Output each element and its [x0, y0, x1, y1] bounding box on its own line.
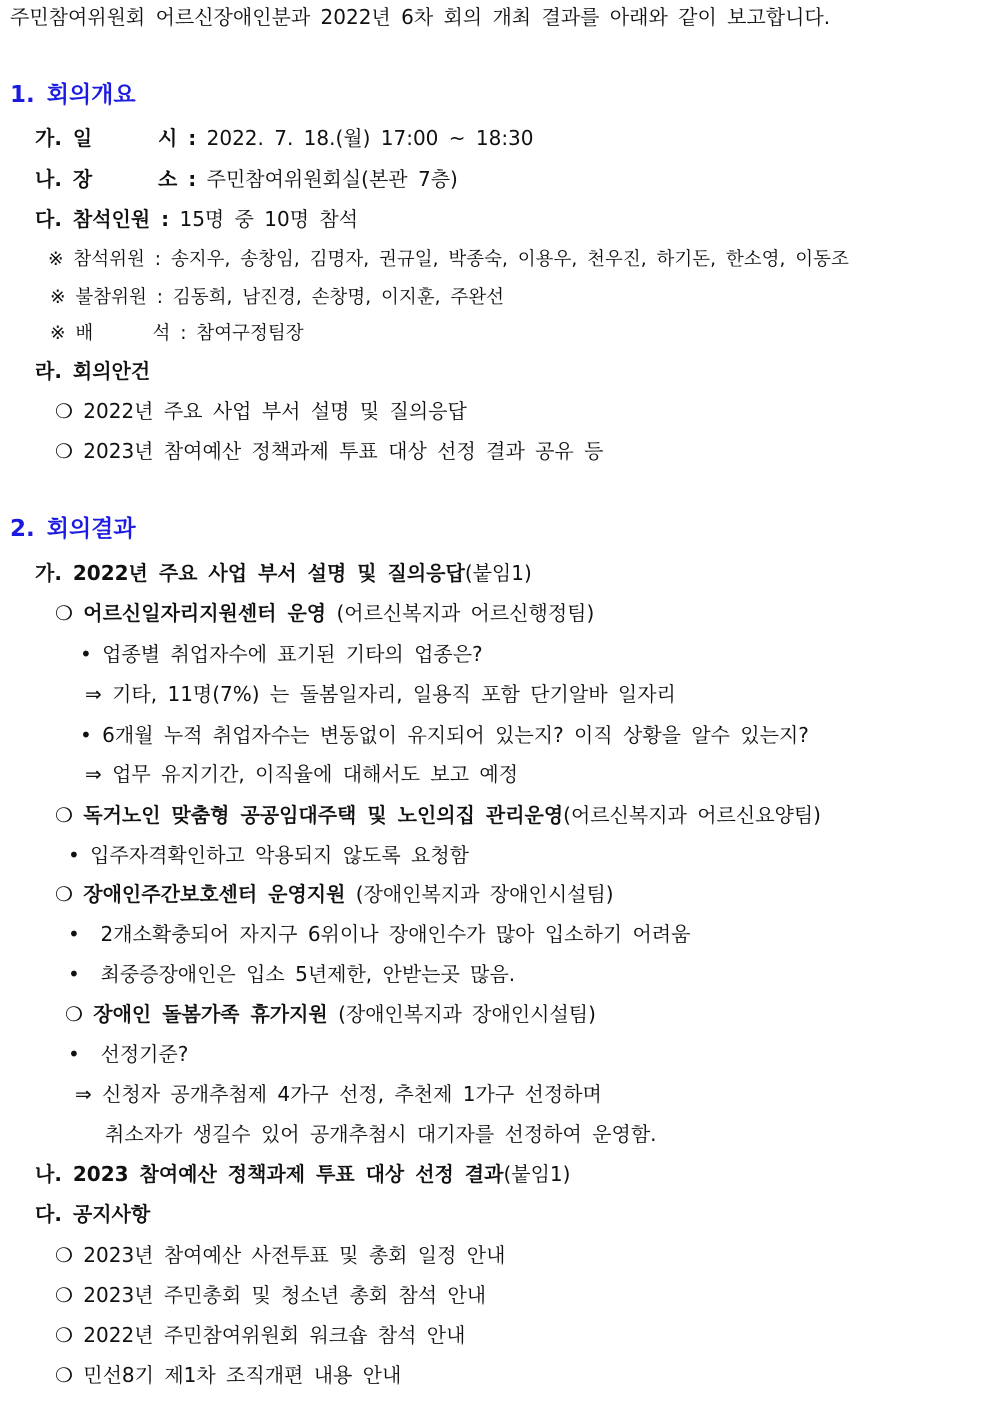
text: 2. 회의결과	[10, 516, 136, 542]
result-subheading	[35, 1161, 570, 1187]
text: ❍ 2022년 주민참여위원회 워크숍 참석 안내	[55, 1323, 466, 1347]
bold-text: 가. 일 시 :	[35, 126, 197, 150]
text: ❍ 2023년 참여예산 정책과제 투표 대상 선정 결과 공유 등	[55, 439, 604, 463]
answer-item	[85, 761, 518, 787]
text: ❍ 2023년 주민총회 및 청소년 총회 참석 안내	[55, 1283, 487, 1307]
section-heading-results	[10, 516, 136, 542]
bold-text: 라. 회의안건	[35, 359, 151, 383]
bold-text: 가. 2022년 주요 사업 부서 설명 및 질의응답	[35, 561, 465, 585]
text: ❍	[65, 1002, 94, 1026]
section-heading-overview	[10, 82, 136, 108]
meeting-location	[35, 166, 458, 192]
comment-item	[68, 961, 515, 987]
text: ❍	[55, 803, 84, 827]
answer-item-continued	[105, 1121, 657, 1147]
question-item	[80, 722, 809, 748]
text: 1. 회의개요	[10, 82, 136, 108]
notice-heading	[35, 1201, 150, 1227]
bold-text: 독거노인 맞춤형 공공임대주택 및 노인의집 관리운영	[83, 803, 564, 827]
text: ※ 불참위원 : 김동희, 남진경, 손창명, 이지훈, 주완선	[50, 287, 504, 308]
notice-item	[55, 1242, 505, 1268]
bold-text: 어르신일자리지원센터 운영	[83, 601, 327, 625]
text: (어르신복지과 어르신행정팀)	[326, 601, 595, 625]
text: ⇒ 기타, 11명(7%) 는 돌봄일자리, 일용직 포함 단기알바 일자리	[85, 682, 676, 706]
text: (장애인복지과 장애인시설팀)	[327, 1002, 596, 1026]
text: ※ 배 석 : 참여구정팀장	[50, 323, 304, 344]
text: (붙임1)	[503, 1162, 571, 1186]
attending-members	[48, 247, 849, 273]
notice-item	[55, 1282, 486, 1308]
agenda-item	[55, 438, 603, 464]
comment-item	[68, 842, 469, 868]
text: ❍	[55, 601, 84, 625]
attendance-count	[35, 206, 358, 232]
text: ⇒ 신청자 공개추첨제 4가구 선정, 추천제 1가구 선정하며	[75, 1082, 602, 1106]
text: ⇒ 업무 유지기간, 이직율에 대해서도 보고 예정	[85, 762, 519, 786]
bold-text: 장애인 돌봄가족 휴가지원	[93, 1002, 328, 1026]
text: • 6개월 누적 취업자수는 변동없이 유지되어 있는지? 이직 상황을 알수 있는지?	[80, 723, 809, 747]
question-item	[68, 1041, 188, 1067]
text: • 최중증장애인은 입소 5년제한, 안받는곳 많음.	[68, 962, 516, 986]
text: • 선정기준?	[68, 1042, 189, 1066]
text: 15명 중 10명 참석	[169, 207, 359, 231]
result-topic	[55, 600, 594, 626]
text: • 업종별 취업자수에 표기된 기타의 업종은?	[80, 642, 483, 666]
text: (붙임1)	[464, 561, 532, 585]
intro-text	[10, 4, 830, 30]
bold-text: 다. 참석인원 :	[35, 207, 170, 231]
text: ※ 참석위원 : 송지우, 송창임, 김명자, 권규일, 박종숙, 이용우, 천우진, 하기돈, 한소영, 이동조	[48, 249, 849, 270]
text: (장애인복지과 장애인시설팀)	[345, 882, 614, 906]
result-topic	[65, 1001, 596, 1027]
bold-text: 나. 장 소 :	[35, 167, 197, 191]
comment-item	[68, 921, 690, 947]
question-item	[80, 641, 483, 667]
text: • 2개소확충되어 자지구 6위이나 장애인수가 많아 입소하기 어려움	[68, 922, 691, 946]
text: 주민참여위원회실(본관 7층)	[196, 167, 458, 191]
bold-text: 나. 2023 참여예산 정책과제 투표 대상 선정 결과	[35, 1162, 504, 1186]
bold-text: 다. 공지사항	[35, 1202, 151, 1226]
text: ❍	[55, 882, 84, 906]
text: ❍ 민선8기 제1차 조직개편 내용 안내	[55, 1363, 402, 1387]
agenda-heading	[35, 358, 150, 384]
notice-item	[55, 1322, 465, 1348]
text: 취소자가 생길수 있어 공개추첨시 대기자를 선정하여 운영함.	[105, 1122, 657, 1146]
meeting-datetime	[35, 125, 534, 151]
result-topic	[55, 881, 614, 907]
attending-staff	[50, 321, 304, 347]
result-subheading	[35, 560, 532, 586]
text: ❍ 2022년 주요 사업 부서 설명 및 질의응답	[55, 399, 467, 423]
text: (어르신복지과 어르신요양팀)	[563, 803, 821, 827]
bold-text: 장애인주간보호센터 운영지원	[83, 882, 346, 906]
text: ❍ 2023년 참여예산 사전투표 및 총회 일정 안내	[55, 1243, 506, 1267]
answer-item	[75, 1081, 602, 1107]
agenda-item	[55, 398, 467, 424]
text: 주민참여위원회 어르신장애인분과 2022년 6차 회의 개최 결과를 아래와 같이 보고합니다.	[10, 5, 831, 29]
notice-item	[55, 1362, 401, 1388]
text: 2022. 7. 18.(월) 17:00 ~ 18:30	[196, 126, 534, 150]
absent-members	[50, 285, 504, 311]
answer-item	[85, 681, 676, 707]
text: • 입주자격확인하고 악용되지 않도록 요청함	[68, 843, 469, 867]
result-topic	[55, 802, 821, 828]
